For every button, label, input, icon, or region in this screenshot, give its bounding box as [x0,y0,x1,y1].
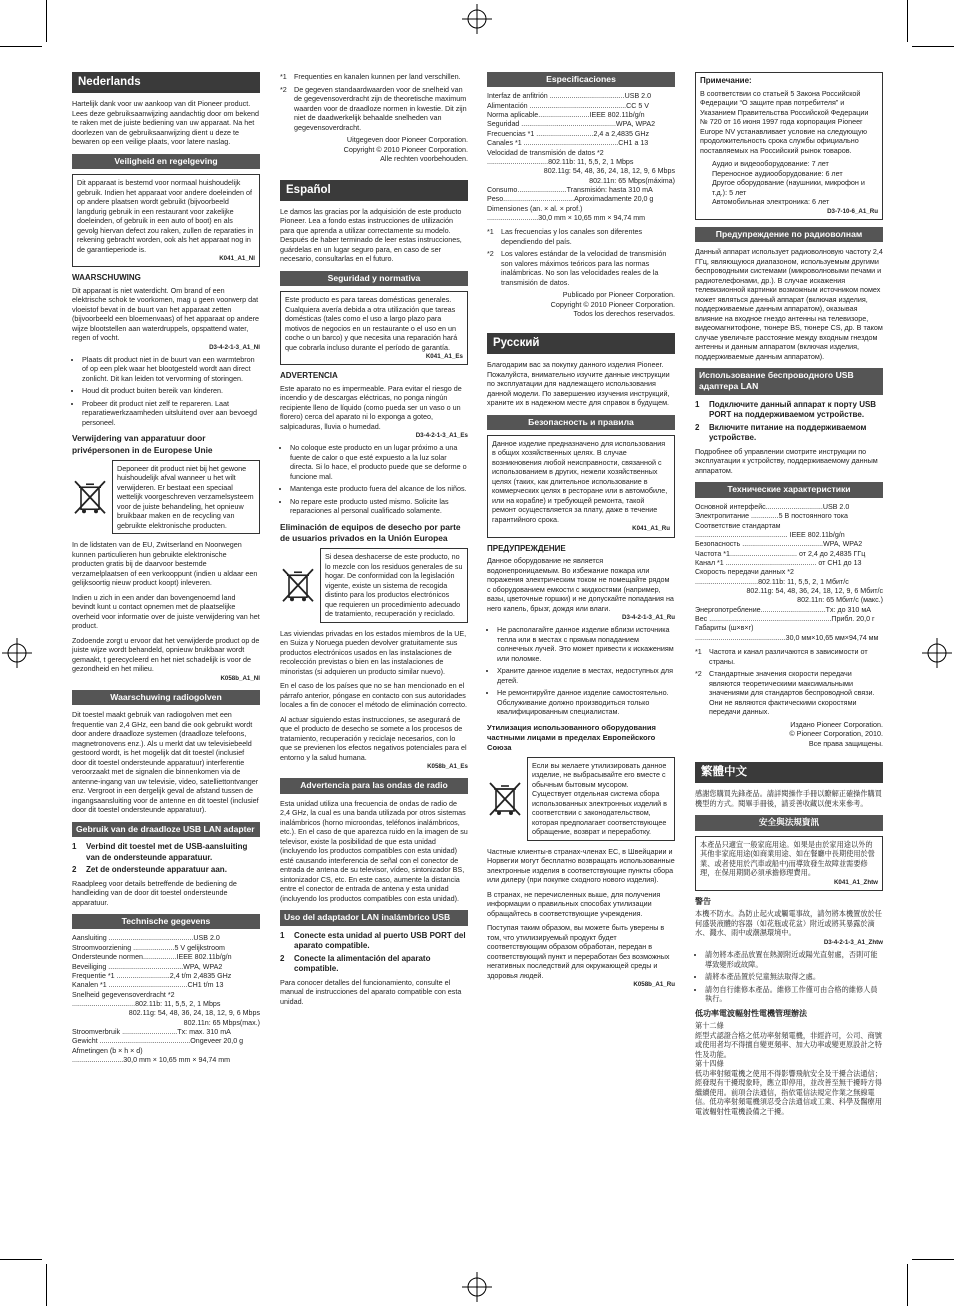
step-item [280,931,468,952]
spec-line: Aansluiting ...........................................USB 2.0 [72,934,220,943]
list-item: • No repare este producto usted mismo. Solicite las reparaciones al personal cualificado solamente. [290,497,468,516]
step-text: Zet de ondersteunde apparatuur aan. [86,865,227,875]
safety-box [280,291,468,365]
publisher-line: Издано Pioneer Corporation. [790,719,883,729]
footnote-text: Частота и канал различаются в зависимости от страны. [709,647,868,666]
crop-mark [907,1264,908,1306]
footnote [280,72,468,82]
usb-text: Para conocer detalles del funcionamiento, consulte el manual de instrucciones del aparato compatible con esta unidad. [280,977,462,1006]
publisher-line: Все права защищены. [808,738,883,748]
spec-line: Соответствие стандартам [695,521,781,530]
crop-mark [907,0,908,42]
doc-code: D3-4-2-1-3_A1_Zhtw [823,938,883,946]
weee-block [487,757,675,841]
footnote-text: Los valores estándar de la velocidad de transmisión son valores máximos teóricos para las normas inalámbricas. No son las velocidades reales de la transmisión de datos. [501,249,667,287]
footnote [695,647,883,666]
doc-code: D3-7-10-6_A1_Ru [827,207,878,215]
publisher-line: Copyright © 2010 Pioneer Corporation. [343,144,468,154]
spec-line: Beveiliging ......................................WPA, WPA2 [72,962,223,971]
footnote-text: Стандартные значения скорости передачи являются теоретическими максимальными значениями для стандартов беспроводной связи. Они не являются фактическими скоростями передачи данных. [709,669,875,717]
spec-line: ..............................................30,0 мм×10,65 мм×94,74 мм [695,633,879,642]
safety-box-text: Данное изделие предназначено для использования в общих хозяйственных целях. В случае возникновения любой неисправности, связанной с использованием в других, нежели хозяйственных целях (таких, как длительное использование в коммерческих целях в ресторане или в автомобиле, или на корабле) и требующей ремонта, такой ремонт осуществляется за плату, даже в течение гарантийного срока. [492,438,668,524]
bullet-list [72,355,260,428]
intro-text: 感謝您購買先鋒產品。請詳閱操作手冊以瞭解正確操作購買機型的方式。閱畢手冊後，請妥善收藏以便未來參考。 [695,789,882,808]
spec-line: Canales *1 ................................................CH1 a 13 [487,139,649,148]
paragraph: Частные клиенты-в странах-членах ЕС, в Швейцарии и Норвегии могут бесплатно возвращать использованные электронные изделия в соответствующие пункты сбора или дилеру (при покупке сходного нового изделия). [487,846,675,885]
spec-line: Frequentie *1 ...........................2,4 t/m 2,4835 GHz [72,971,232,980]
bullet-list [280,443,468,516]
spec-list [695,503,883,643]
radio-heading: Advertencia para las ondas de radio [280,778,468,793]
spec-line: Вес ..............................................................Прибл. 20,0 г [695,615,875,624]
publisher-line: Copyright © 2010 Pioneer Corporation. [550,299,675,309]
step-text: Подключите данный аппарат к порту USB PORT на поддерживаемом устройстве. [709,399,877,420]
warning-text: Este aparato no es impermeable. Para evitar el riesgo de incendio y de descargas eléctricas, no ponga ningún recipiente lleno de líquido (como pueda ser un vaso o un florero) cerca del aparato ni lo exponga a goteo, salpicaduras, lluvia o humedad. [280,383,462,431]
doc-code: K058b_A1_Ru [633,981,675,989]
section-title-espanol: Español [280,180,468,201]
note-item: Переносное аудиооборудование: 6 лет [712,168,843,178]
weee-box-text: Deponeer dit product niet bij het gewone huishoudelijk afval wanneer u het wilt verwijderen. Er bestaat een speciaal wettelijk voorgeschreven verzamelsysteem voor de juiste behandeling, het opnieuw bruikbaar maken en de recycling van gebruikte elektronische producten. [112,460,260,535]
spec-line: Канал *1 .............................................. от CH1 до 13 [695,558,862,567]
list-item: • Plaats dit product niet in de buurt van een warmtebron of op een plek waar het blootgesteld wordt aan direct zonlicht. Dit kan leiden tot vervorming of storingen. [82,355,260,384]
safety-heading: Безопасность и правила [487,415,675,430]
paragraph: En el caso de los países que no se han mencionado en el párrafo anterior, póngase en contacto con sus autoridades locales a fin de conocer el método de eliminación correcto. [280,681,467,710]
spec-line: Скорость передачи данных *2 [695,568,794,577]
footnote-text: Las frecuencias y los canales son diferentes dependiendo del país. [501,227,643,246]
doc-code: K041_A1_Nl [219,255,255,263]
weee-heading: Eliminación de equipos de desecho por parte de usuarios privados en la Unión Europea [280,521,461,544]
note-item: Аудио и видеооборудование: 7 лет [712,159,829,169]
publisher [695,720,883,749]
footnote-text: Frequenties en kanalen kunnen per land verschillen. [294,72,461,81]
radio-text: Данный аппарат использует радиоволновую частоту 2,4 ГГц, являющуюся диапазоном, используемым другими беспроводными системами (микроволновыми печами и радиотелефонами, др.). В случае искажения телевизионной картинки возможным источником помех может являться данный аппарат (включая изделия, поддерживаемые данным аппаратом), оказывая влияние на входное гнездо антенны на телевизоре, видеомагнитофоне, тюнере BS, тюнере CS, др. В таком случае увеличьте расстояние между входным гнездом антенны и данным аппаратом (включая изделия, поддерживаемые данным аппаратом). [695,247,883,361]
paragraph: Indien u zich in een ander dan bovengenoemd land bevindt kunt u contact opnemen met de plaatselijke overheid voor informatie over de juiste verwijdering van het product. [72,592,260,631]
radio-text: Esta unidad utiliza una frecuencia de ondas de radio de 2,4 GHz, la cual es una banda utilizada por otros sistemas inalámbricos (horno microondas, teléfonos inalámbricos, etc.). En el caso de que aparezca ruido en la imagen de su televisor, existe la posibilidad de que esta unidad (incluyendo los productos compatibles con esta unidad) esté causando interferencia de señal con el conector de entrada de antena de su televisor, vídeo, sintonizador BS, sintonizador CS, etc. En este caso, aumente la distancia entre el conector de entrada de antena y esta unidad (incluyendo los productos compatibles con esta unidad). [280,798,468,903]
intro-text: Благодарим вас за покупку данного изделия Pioneer. Пожалуйста, внимательно изучите данные инструкции по эксплуатации для надлежащего использования данной модели. По завершению изучения инструкций, храните их в надежном месте для справок в будущем. [487,360,670,408]
doc-code: K041_A1_Zhtw [833,878,878,886]
crop-mark [912,1259,954,1260]
step-text: Conecte la alimentación del aparato compatible. [294,953,431,974]
footnote [487,249,675,287]
intro-text: Hartelijk dank voor uw aankoop van dit Pioneer product. Lees deze gebruiksaanwijzing aandachtig door om bekend te raken met de juiste bediening van uw apparaat. Na het doorlezen van de gebruiksaanwijzing dient u deze te bewaren op een veilige plaats, voor latere naslag. [72,99,260,147]
spec-line: Consumo.........................Transmisión: hasta 310 mA [487,185,653,194]
paragraph: Zodoende zorgt u ervoor dat het verwijderde product op de juiste wijze wordt behandeld, opnieuw bruikbaar wordt gemaakt, t gerecycleerd en het niet schadelijk is voor de gezondheid en het milieu. [72,635,260,674]
weee-heading: Verwijdering van apparatuur door privépersonen in de Europese Unie [72,433,213,455]
registration-mark-icon [922,638,952,668]
list-item: • Не ремонтируйте данное изделие самостоятельно. Обслуживание должно производиться только квалифицированным специалистам. [497,688,675,717]
safety-heading: Veiligheid en regelgeving [72,154,260,169]
spec-line: Kanalen *1 ........................................CH1 t/m 13 [72,981,224,990]
list-item: • Не располагайте данное изделие вблизи источника тепла или в местах с прямым попаданием солнечных лучей. Это может привести к искажениям или поломке. [497,625,675,663]
section-title-chinese: 繁體中文 [695,762,883,783]
note-box [695,72,883,220]
footnote-mark: *2 [280,84,287,94]
footnote [280,85,468,133]
step-text: Включите питание на поддерживаемом устройстве. [709,422,867,443]
spec-line: Velocidad de transmisión de datos *2 [487,148,604,157]
warning-text: Dit apparaat is niet waterdicht. Om brand of een elektrische schok te voorkomen, mag u geen voorwerp dat vloeistof bevat in de buurt van het apparaat zetten (bijvoorbeeld een bloemenvaas) of het apparaat op andere wijze blootstellen aan waterdruppels, opspattend water, regen of vocht. [72,285,260,343]
usb-text: Подробнее об управлении смотрите инструкции по эксплуатации к устройству, поддерживаемому данным аппаратом. [695,446,878,475]
crop-mark [912,46,954,47]
crop-mark [0,1259,42,1260]
publisher-line: Alle rechten voorbehouden. [380,154,468,163]
doc-code: K058b_A1_Nl [220,674,260,682]
crop-mark [46,0,47,42]
list-item: • Mantenga este producto fuera del alcance de los niños. [290,484,468,494]
registration-mark-icon [462,4,492,34]
step-item [72,865,260,876]
intro-text: Le damos las gracias por la adquisición de este producto Pioneer. Lea a fondo estas instrucciones de utilización para que aprenda a utilizar correctamente su modelo. Después de haber terminado de leer estas instrucciones, guárdelas en un lugar seguro para, en caso de ser necesario, consultarlas en el futuro. [280,206,462,264]
section-title-nederlands: Nederlands [72,72,260,93]
spec-line: Основной интерфейс.............................USB 2.0 [695,502,850,511]
weee-box-text: Если вы желаете утилизировать данное изделие, не выбрасывайте его вместе с обычным бытовым мусором. Существует отдельная система сбора использованных электронных изделий в соответствии с законодательством, которая предполагает соответствующее обращение, возврат и переработку. [527,757,675,841]
spec-line: Peso....................................Aproximadamente 20,0 g [487,195,654,204]
footnotes [695,647,883,717]
spec-heading: Especificaciones [487,72,675,87]
step-item [695,423,883,444]
safety-box-text: Dit apparaat is bestemd voor normaal huishoudelijk gebruik. Indien het apparaat voor andere doeleinden of op andere plaatsen wordt gebruikt (bijvoorbeeld langdurig gebruik in een restaurant voor zakelijke doeleinden, of gebruik in een auto of boot) en als gevolg hiervan defect zou raken, zullen de reparaties in rekening gebracht worden, ook als het apparaat nog in de garantieperiode is. [77,178,254,254]
crop-mark [0,46,42,47]
paragraph: Las viviendas privadas en los estados miembros de la UE, en Suiza y Noruega pueden devolver gratuitamente sus productos electrónicos usados en las instalaciones de recolección previstas o bien en las instalaciones de minoristas (si adquieren un producto similar nuevo). [280,628,467,676]
doc-code: K041_A1_Ru [632,525,670,533]
radio-text: Dit toestel maakt gebruik van radiogolven met een frequentie van 2,4 GHz, een band die ook gebruikt wordt door andere draadloze systemen (draadloze telefoons, magnetronovens enz.). Als u merkt dat uw televisiebeeld gestoord wordt, is het mogelijk dat dit toestel (inclusief door dit toestel ondersteunde apparatuur) interferentie veroorzaakt met de signalen die binnenkomen via de antenne-ingang van uw televisie, video, satelliettontvanger enz. Vergroot in een dergelijk geval de afstand tussen de ingangsaansluiting voor de antenne en dit toestel (inclusief door dit toestel ondersteunde apparatuur). [72,710,259,815]
list-item: • 請勿自行維修本產品。維修工作僅可由合格的維修人員執行。 [705,985,883,1004]
step-number: 1 [280,930,285,940]
step-number: 2 [695,422,700,432]
spec-line: ...............................802.11b: 11, 5,5, 2, 1 Mbps [487,157,634,166]
step-text: Conecte esta unidad al puerto USB PORT del aparato compatible. [294,930,466,951]
footnote-text: De gegeven standaardwaarden voor de snelheid van de gegevensoverdracht zijn de theoretische maximum waarden voor de draadloze normen in kwestie. Dit zijn niet de daadwerkelijk behaalde snelheden van gegevensoverdracht. [294,84,467,132]
section-title-russian: Русский [487,333,675,354]
column-russian [487,72,675,990]
weee-block [280,548,468,623]
step-number: 2 [280,953,285,963]
footnote-mark: *2 [487,249,494,259]
paragraph: Поступая таким образом, вы можете быть уверены в том, что утилизируемый продукт будет соответствующим образом обработан, передан в соответствующий пункт и переработан без возможных негативных последствий для окружающей среды и здоровья людей. [487,923,670,980]
bullet-list [695,950,883,1004]
footnote-mark: *1 [695,647,702,657]
spec-line: Gewicht ..............................................Ongeveer 20,0 g [72,1037,244,1046]
footnotes [487,227,675,287]
usb-heading: Использование беспроводного USB адаптера LAN [695,368,883,395]
spec-line: Безопасность .........................................WPA, WPA2 [695,540,863,549]
paragraph: In de lidstaten van de EU, Zwitserland en Noorwegen kunnen particulieren hun gebruikte elektronische producten gratis bij de daarvoor bestemde verzamelplaatsen of een verkooppunt (indien u aldaar een gelijksoortig nieuw product koopt) inleveren. [72,540,258,588]
publisher-line: © Pioneer Corporation, 2010. [789,729,883,739]
footnote [695,669,883,717]
safety-heading: 安全與法規資訊 [695,815,883,830]
safety-box [72,174,260,267]
warning-heading: WAARSCHUWING [72,273,141,283]
publisher-line: Todos los derechos reservados. [573,309,675,319]
list-item: • Houd dit product buiten bereik van kinderen. [82,386,260,396]
footnotes [280,72,468,132]
safety-heading: Seguridad y normativa [280,271,468,286]
list-item: • Probeer dit product niet zelf te repareren. Laat reparatiewerkzaamheden uitsluitend over aan bevoegd personeel. [82,399,260,428]
list-item: • 請將本產品置於兒童無法取得之處。 [705,972,883,982]
registration-mark-icon [462,1272,492,1302]
spec-line: 802.11n: 65 Mbps(máxima) [589,176,675,185]
spec-line: ..........................30,0 mm × 10,65 mm × 94,74 mm [72,1056,231,1065]
steps-list [695,400,883,444]
doc-code: D3-4-2-1-3_A1_Nl [209,343,260,351]
spec-list [72,934,260,1065]
publisher [280,135,468,164]
spec-line: Frecuencias *1 .............................2,4 a 2,4835 GHz [487,129,650,138]
spec-line: Электропитание ..............5 В постоянного тока [695,512,848,521]
doc-code: K041_A1_Es [425,353,463,361]
warning-text: Данное оборудование не является водонепроницаемым. Во избежание пожара или поражения электрическим током не помещайте рядом с оборудованием емкости с жидкостями (например, вазы, цветочные горшки) и не допускайте попадания на него капель, брызг, дождя или влаги. [487,556,674,613]
column-chinese [695,72,883,1116]
step-item [695,400,883,421]
paragraph: Al actuar siguiendo estas instrucciones, se asegurará de que el producto de desecho se somete a los procesos de tratamiento, recuperación y reciclaje necesarios, con lo que se previenen los efectos negativos potenciales para el entorno y la salud humana. [280,714,467,762]
spec-list [487,92,675,223]
registration-mark-icon [2,638,32,668]
spec-line: ................................802.11b: 11, 5,5, 2, 1 Мбит/с [695,577,849,586]
weee-block [72,460,260,535]
spec-line: Ondersteunde normen.................IEEE 802.11b/g/n [72,953,232,962]
usb-text: Raadpleeg voor details betreffende de bediening de handleiding van de door dit toestel ondersteunde apparatuur. [72,878,237,907]
safety-box-text: Este producto es para tareas domésticas generales. Cualquiera avería debida a otra utilización que tareas domésticas (tales como el uso a largo plazo para motivos de negocios en un restaurante o el uso en un coche o un barco) y que necesita una reparación hará que cobrarla incluso durante el período de garantía. [285,295,458,352]
publisher [487,290,675,319]
footnote-mark: *1 [280,72,287,81]
spec-line: Interfaz de anfitrión ......................................USB 2.0 [487,92,652,101]
spec-line: ................................802.11b: 11, 5,5, 2, 1 Mbps [72,1000,221,1008]
step-text: Verbind dit toestel met de USB-aansluiting van de ondersteunde apparatuur. [86,842,248,862]
spec-heading: Технические характеристики [695,482,883,497]
warning-text: 本機不防水。為防止起火或觸電事故，請勿將本機置放於任何盛裝液體的容器（如花瓶或花盆）附近或將其暴露於滴水、濺水、雨中或潮濕環境中。 [695,909,882,938]
crossed-bin-icon [487,757,523,841]
note-heading: Примечание: [700,76,752,85]
step-item [72,842,260,863]
spec-line: Dimensiones (an. × al. × prof.) [487,204,583,213]
bullet-list [487,625,675,717]
spec-line: Norma aplicable..........................IEEE 802.11b/g/n [487,111,645,120]
spec-line: Stroomvoorziening .....................5 V gelijkstroom [72,943,225,952]
step-number: 1 [72,842,77,851]
crossed-bin-icon [280,548,316,623]
spec-line: ..........................30,0 mm × 10,65 mm × 94,74 mm [487,214,646,223]
paragraph: В странах, не перечисленных выше, для получения информации о правильных способах утилизации обращайтесь в соответствующие учреждения. [487,889,661,918]
weee-box-text: Si desea deshacerse de este producto, no lo mezcle con los residuos generales de su hogar. De conformidad con la legislación vigente, existe un sistema de recogida distinto para los productos electrónicos que requieren un procedimiento adecuado de tratamiento, recuperación y reciclado. [320,548,468,623]
safety-box [695,836,883,891]
spec-line: Alimentación .................................................CC 5 V [487,101,650,110]
list-item: • No coloque este producto en un lugar próximo a una fuente de calor o que esté expuesto a la luz solar directa. Si lo hace, el producto puede que se deforme o funcione mal. [290,443,468,481]
radio-heading: Waarschuwing radiogolven [72,690,260,705]
weee-heading: Утилизация использованного оборудования частными лицами в пределах Европейского Союза [487,722,656,752]
note-item: Автомобильная электроника: 6 лет [712,197,830,207]
footnote [487,227,675,246]
warning-heading: ПРЕДУПРЕЖДЕНИЕ [487,543,566,553]
spec-line: Snelheid gegevensoverdracht *2 [72,990,175,999]
spec-line: Энергопотребление.................................Tx: до 310 мА [695,605,871,614]
doc-code: K058b_A1_Es [427,763,468,771]
warning-heading: ADVERTENCIA [280,371,338,381]
step-number: 2 [72,865,77,875]
step-number: 1 [695,399,700,409]
spec-line: ............................................... IEEE 802.11b/g/n [695,530,845,539]
crossed-bin-icon [72,460,108,535]
warning-heading: 警告 [695,896,711,906]
spec-line: Stroomverbruik ............................Tx: max. 310 mA [72,1028,231,1037]
spec-line: Частота *1.................................. от 2,4 до 2,4835 ГГц [695,549,866,558]
spec-line: Габариты (ш×в×г) [695,624,754,633]
column-espanol [280,72,468,1011]
usb-heading: Gebruik van de draadloze USB LAN adapter [72,822,260,837]
footnote-mark: *2 [695,669,702,679]
list-item: • 請勿將本產品放置在熱源附近或陽光直射處，否則可能導致變形或故障。 [705,950,883,969]
spec-line: 802.11g: 54, 48, 36, 24, 18, 12, 9, 6 Mbps [128,1009,260,1018]
steps-list [72,842,260,876]
doc-code: D3-4-2-1-3_A1_Es [415,432,468,440]
column-nederlands [72,72,260,1066]
step-item [280,954,468,975]
spec-heading: Technische gegevens [72,914,260,929]
spec-line: 802.11g: 54, 48, 36, 24, 18, 12, 9, 6 Mbps [543,167,675,176]
spec-line: 802.11n: 65 Мбит/с (макс.) [797,596,883,605]
note-text: В соответствии со статьей 5 Закона Российской Федерации “О защите прав потребителя” и Указанием Правительства Российской Федерации № 720 от 16 июня 1997 года корпорация Pioneer Europe NV устанавливает условие на следующую продолжительность срока службы официально поставляемых на Российский рынок товаров. [700,88,869,155]
law-text: 第十二條 經型式認證合格之低功率射頻電機，非經許可，公司、商號或使用者均不得擅自變更頻率、加大功率或變更原設計之特性及功能。 第十四條 低功率射頻電機之使用不得影響飛航安全及干擾合法通信；經發現有干擾現象時，應立即停用，並改善至無干擾時方得繼續使用。前項合法通信，指依電信法規定作業之無線電信。低功率射頻電機須忍受合法通信或工業、科學及醫療用電波輻射性電機設備之干擾。 [695,1021,882,1116]
radio-heading: Предупреждение по радиоволнам [695,227,883,242]
spec-line: Afmetingen (b × h × d) [72,1046,143,1055]
spec-line: Seguridad ................................................WPA, WPA2 [487,120,656,129]
law-heading: 低功率電波輻射性電機管理辦法 [695,1008,807,1018]
spec-line: 802.11n: 65 Mbps(max.) [183,1018,260,1027]
footnote-mark: *1 [487,227,494,237]
note-item: Другое оборудование (наушники, микрофон и т.д.): 5 лет [712,178,865,197]
publisher-line: Uitgegeven door Pioneer Corporation. [346,135,468,144]
list-item: • Храните данное изделие в местах, недоступных для детей. [497,666,675,685]
safety-box-text: 本產品只適宜一般家庭用途。如果是由於家用途以外的其他非家庭用途(如商業用途、如在餐廳中長期使用於營業、或者使用於汽車或船中)而導致發生故障並需要修理，在保用期間必須承擔修理費用。 [700,839,875,878]
crop-mark [46,1264,47,1306]
safety-box [487,435,675,538]
spec-line: 802.11g: 54, 48, 36, 24, 18, 12, 9, 6 Мбит/с [746,587,883,596]
publisher-line: Publicado por Pioneer Corporation. [562,290,675,300]
steps-list [280,931,468,975]
usb-heading: Uso del adaptador LAN inalámbrico USB [280,910,468,925]
doc-code: D3-4-2-1-3_A1_Ru [622,614,675,622]
